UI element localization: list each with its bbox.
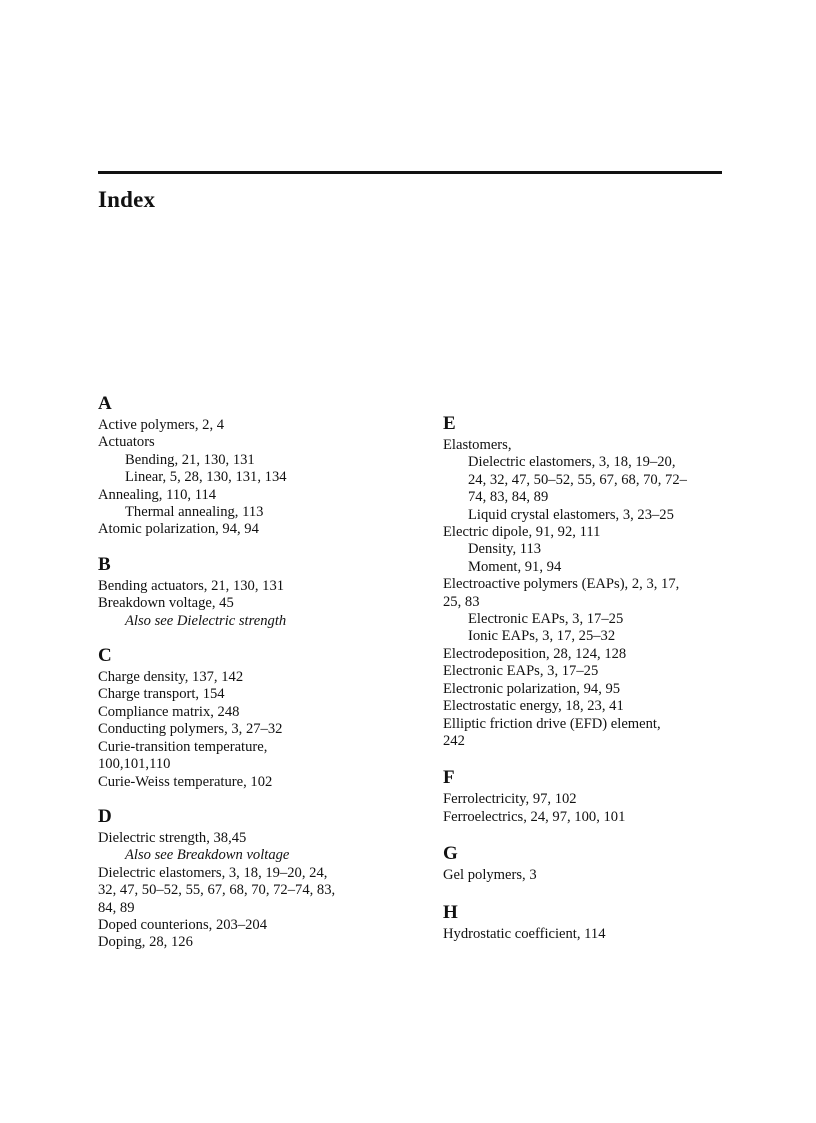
index-entry: Doping, 28, 126 bbox=[98, 934, 193, 951]
index-section-g bbox=[443, 842, 723, 884]
index-section-h bbox=[443, 901, 723, 943]
section-letter: F bbox=[443, 767, 455, 789]
index-entry: Actuators bbox=[98, 434, 155, 451]
index-entry: Electrodeposition, 28, 124, 128 bbox=[443, 645, 627, 662]
index-subentry: Moment, 91, 94 bbox=[468, 558, 562, 575]
top-rule bbox=[98, 171, 722, 174]
index-subentry-continuation: 24, 32, 47, 50–52, 55, 67, 68, 70, 72– bbox=[468, 471, 687, 488]
index-subentry: Liquid crystal elastomers, 3, 23–25 bbox=[468, 506, 674, 523]
section-letter: B bbox=[98, 553, 111, 575]
index-entry: Bending actuators, 21, 130, 131 bbox=[98, 577, 285, 594]
index-entry: Curie-Weiss temperature, 102 bbox=[98, 773, 273, 790]
index-entry: Elastomers, bbox=[443, 437, 512, 453]
index-entry: Active polymers, 2, 4 bbox=[98, 417, 225, 433]
section-letter: A bbox=[98, 393, 112, 414]
index-see-also: Also see Breakdown voltage bbox=[125, 847, 290, 864]
index-section-c bbox=[98, 644, 388, 791]
index-entry: Atomic polarization, 94, 94 bbox=[98, 521, 259, 538]
index-entry-continuation: 84, 89 bbox=[98, 899, 135, 916]
index-entry: Gel polymers, 3 bbox=[443, 867, 537, 884]
section-letter: C bbox=[98, 645, 112, 667]
section-letter: E bbox=[443, 413, 456, 434]
index-entry: Doped counterions, 203–204 bbox=[98, 916, 268, 933]
index-see-also: Also see Dielectric strength bbox=[125, 612, 287, 629]
index-section-e bbox=[443, 412, 723, 750]
index-subentry: Ionic EAPs, 3, 17, 25–32 bbox=[468, 628, 616, 645]
index-entry: Charge transport, 154 bbox=[98, 686, 225, 703]
section-letter: H bbox=[443, 901, 458, 923]
index-subentry: Linear, 5, 28, 130, 131, 134 bbox=[125, 469, 287, 486]
index-entry: Hydrostatic coefficient, 114 bbox=[443, 925, 606, 942]
index-entry: Electrostatic energy, 18, 23, 41 bbox=[443, 698, 624, 715]
index-entry: Dielectric elastomers, 3, 18, 19–20, 24, bbox=[98, 864, 328, 881]
index-entry: Elliptic friction drive (EFD) element, bbox=[443, 715, 661, 732]
index-entry: Dielectric strength, 38,45 bbox=[98, 829, 247, 846]
page-title: Index bbox=[98, 187, 156, 212]
index-entry: Conducting polymers, 3, 27–32 bbox=[98, 721, 283, 738]
index-section-d bbox=[98, 805, 388, 952]
index-entry: Breakdown voltage, 45 bbox=[98, 595, 234, 612]
index-entry-continuation: 100,101,110 bbox=[98, 756, 171, 773]
index-entry: Curie-transition temperature, bbox=[98, 738, 268, 755]
index-subentry: Density, 113 bbox=[468, 541, 542, 558]
index-subentry: Dielectric elastomers, 3, 18, 19–20, bbox=[468, 454, 676, 471]
index-entry: Ferroelectrics, 24, 97, 100, 101 bbox=[443, 808, 626, 825]
index-section-a bbox=[98, 392, 388, 539]
index-section-f bbox=[443, 766, 723, 826]
index-entry: Annealing, 110, 114 bbox=[98, 486, 217, 503]
index-section-b bbox=[98, 553, 388, 630]
index-entry: Electronic EAPs, 3, 17–25 bbox=[443, 663, 599, 680]
index-entry-continuation: 32, 47, 50–52, 55, 67, 68, 70, 72–74, 83, bbox=[98, 882, 336, 899]
section-letter: G bbox=[443, 843, 458, 865]
section-letter: D bbox=[98, 805, 112, 827]
index-subentry: Bending, 21, 130, 131 bbox=[125, 451, 255, 468]
index-entry: Ferrolectricity, 97, 102 bbox=[443, 791, 577, 808]
index-subentry: Electronic EAPs, 3, 17–25 bbox=[468, 611, 624, 628]
index-entry: Charge density, 137, 142 bbox=[98, 669, 244, 686]
index-subentry: Thermal annealing, 113 bbox=[125, 504, 264, 521]
index-entry: Electroactive polymers (EAPs), 2, 3, 17, bbox=[443, 576, 680, 593]
index-entry-continuation: 25, 83 bbox=[443, 593, 480, 610]
index-entry: Electronic polarization, 94, 95 bbox=[443, 680, 621, 697]
index-column-right bbox=[443, 412, 723, 959]
index-column-left bbox=[98, 392, 388, 966]
index-subentry-continuation: 74, 83, 84, 89 bbox=[468, 489, 549, 506]
index-entry: Compliance matrix, 248 bbox=[98, 703, 240, 720]
index-entry: Electric dipole, 91, 92, 111 bbox=[443, 524, 601, 541]
index-entry-continuation: 242 bbox=[443, 732, 465, 749]
